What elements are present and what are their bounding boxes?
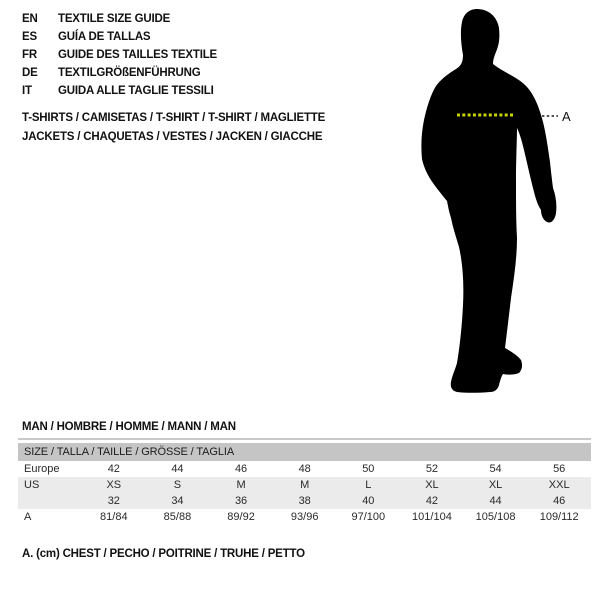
table-row-us xyxy=(18,477,591,493)
size-cell: 46 xyxy=(234,463,248,475)
size-cell: 32 xyxy=(107,495,120,507)
row-label: Europe xyxy=(24,463,60,475)
size-cell: 85/88 xyxy=(163,511,192,523)
size-cell: 40 xyxy=(362,495,375,507)
table-row-us-numeric xyxy=(18,493,591,509)
size-cell: S xyxy=(173,479,182,491)
size-cell: XS xyxy=(106,479,122,491)
language-row-en xyxy=(22,10,217,28)
size-cell: 44 xyxy=(171,463,184,475)
language-title-list xyxy=(22,10,217,100)
size-cell: 50 xyxy=(362,463,375,475)
size-cell: M xyxy=(236,479,246,491)
category-tshirts: T-SHIRTS / CAMISETAS / T-SHIRT / T-SHIRT / MAGLIETTE xyxy=(22,112,326,124)
size-cell: 81/84 xyxy=(100,511,128,523)
size-cell: 44 xyxy=(489,495,502,507)
language-row-es xyxy=(22,28,217,46)
language-code: IT xyxy=(22,85,32,97)
chest-measure-footnote: A. (cm) CHEST / PECHO / POITRINE / TRUHE / PETTO xyxy=(22,548,305,560)
size-table xyxy=(18,438,591,526)
language-code: DE xyxy=(22,67,38,79)
language-row-it xyxy=(22,82,217,100)
size-cell: 56 xyxy=(553,463,566,475)
language-code: EN xyxy=(22,13,38,25)
size-cell: XL xyxy=(425,479,439,491)
guide-title-en: TEXTILE SIZE GUIDE xyxy=(58,13,171,25)
man-silhouette xyxy=(421,9,556,393)
guide-title-fr: GUIDE DES TAILLES TEXTILE xyxy=(58,49,217,61)
size-cell: 109/112 xyxy=(539,511,579,523)
guide-title-de: TEXTILGRÖßENFÜHRUNG xyxy=(58,67,201,79)
size-cell: 97/100 xyxy=(351,511,386,523)
table-top-rule xyxy=(18,438,591,440)
table-row-europe xyxy=(18,461,591,477)
table-row-chest-a xyxy=(18,509,591,526)
guide-title-it: GUIDA ALLE TAGLIE TESSILI xyxy=(58,85,214,97)
size-cell: 42 xyxy=(107,463,120,475)
table-header-size: SIZE / TALLA / TAILLE / GRÖSSE / TAGLIA xyxy=(18,443,591,461)
section-heading-man: MAN / HOMBRE / HOMME / MANN / MAN xyxy=(22,421,236,433)
language-code: ES xyxy=(22,31,37,43)
size-cell: M xyxy=(300,479,310,491)
category-jackets: JACKETS / CHAQUETAS / VESTES / JACKEN / GIACCHE xyxy=(22,131,323,143)
size-cell: 54 xyxy=(489,463,502,475)
size-cell: 52 xyxy=(425,463,439,475)
size-cell: 42 xyxy=(425,495,439,507)
guide-title-es: GUÍA DE TALLAS xyxy=(58,31,151,43)
measure-label-a: A xyxy=(562,109,571,124)
size-cell: 36 xyxy=(234,495,248,507)
language-code: FR xyxy=(22,49,37,61)
garment-categories xyxy=(22,109,325,147)
size-cell: XXL xyxy=(548,479,570,491)
row-label xyxy=(18,493,82,509)
size-cell: 89/92 xyxy=(227,511,255,523)
size-cell: 34 xyxy=(171,495,184,507)
row-label: US xyxy=(24,479,40,491)
language-row-fr xyxy=(22,46,217,64)
size-cell: 93/96 xyxy=(290,511,319,523)
size-cell: 105/108 xyxy=(475,511,516,523)
language-row-de xyxy=(22,64,217,82)
size-cell: 48 xyxy=(298,463,311,475)
measurement-figure xyxy=(400,5,600,397)
row-label: A xyxy=(24,511,32,523)
size-cell: L xyxy=(365,479,372,491)
size-cell: 101/104 xyxy=(412,511,452,523)
size-cell: 38 xyxy=(298,495,311,507)
size-cell: 46 xyxy=(553,495,566,507)
size-cell: XL xyxy=(488,479,503,491)
